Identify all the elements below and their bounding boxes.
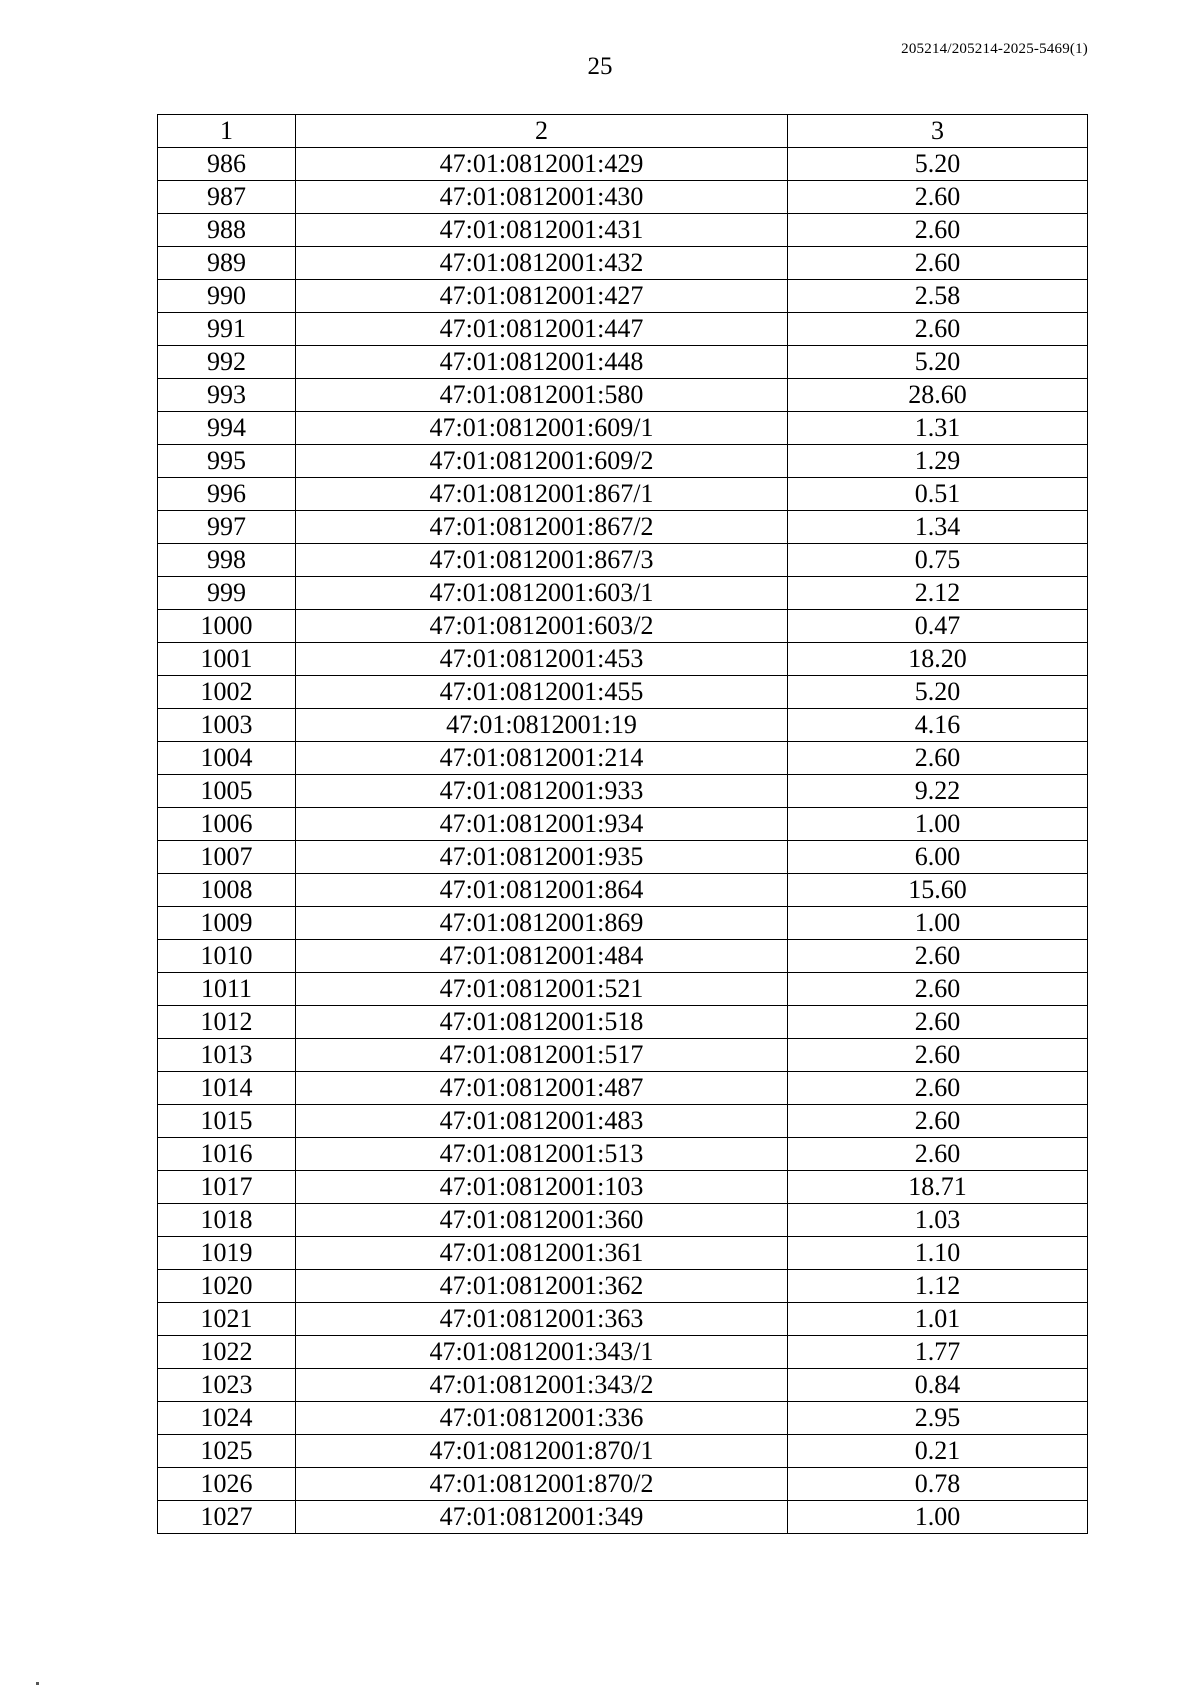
value-cell: 1.03 [788,1204,1088,1237]
row-number-cell: 1005 [158,775,296,808]
row-number-cell: 988 [158,214,296,247]
value-cell: 1.00 [788,1501,1088,1534]
value-cell: 2.60 [788,1006,1088,1039]
value-cell: 1.77 [788,1336,1088,1369]
cadastral-number-cell: 47:01:0812001:870/2 [296,1468,788,1501]
table-row [158,643,1088,676]
table-row [158,412,1088,445]
value-cell: 4.16 [788,709,1088,742]
value-cell: 18.20 [788,643,1088,676]
value-cell: 5.20 [788,676,1088,709]
column-header: 1 [158,115,296,148]
table-row [158,709,1088,742]
row-number-cell: 1008 [158,874,296,907]
row-number-cell: 992 [158,346,296,379]
value-cell: 1.34 [788,511,1088,544]
row-number-cell: 986 [158,148,296,181]
table-row [158,1204,1088,1237]
value-cell: 1.00 [788,808,1088,841]
row-number-cell: 1012 [158,1006,296,1039]
value-cell: 15.60 [788,874,1088,907]
value-cell: 18.71 [788,1171,1088,1204]
table-row [158,742,1088,775]
cadastral-number-cell: 47:01:0812001:429 [296,148,788,181]
row-number-cell: 994 [158,412,296,445]
row-number-cell: 991 [158,313,296,346]
row-number-cell: 1002 [158,676,296,709]
table-row [158,907,1088,940]
row-number-cell: 990 [158,280,296,313]
row-number-cell: 989 [158,247,296,280]
cadastral-number-cell: 47:01:0812001:336 [296,1402,788,1435]
cadastral-number-cell: 47:01:0812001:935 [296,841,788,874]
value-cell: 1.12 [788,1270,1088,1303]
value-cell: 0.51 [788,478,1088,511]
row-number-cell: 1015 [158,1105,296,1138]
cadastral-number-cell: 47:01:0812001:580 [296,379,788,412]
table-row [158,1468,1088,1501]
row-number-cell: 1017 [158,1171,296,1204]
value-cell: 2.60 [788,742,1088,775]
value-cell: 1.00 [788,907,1088,940]
table-row [158,1402,1088,1435]
column-header: 2 [296,115,788,148]
cadastral-number-cell: 47:01:0812001:518 [296,1006,788,1039]
table-row [158,1369,1088,1402]
row-number-cell: 1003 [158,709,296,742]
cadastral-number-cell: 47:01:0812001:453 [296,643,788,676]
table-body [158,115,1088,1534]
table-row [158,841,1088,874]
cadastral-number-cell: 47:01:0812001:933 [296,775,788,808]
cadastral-number-cell: 47:01:0812001:431 [296,214,788,247]
table-row [158,247,1088,280]
table-row [158,1336,1088,1369]
table-row [158,181,1088,214]
row-number-cell: 1007 [158,841,296,874]
cadastral-number-cell: 47:01:0812001:867/1 [296,478,788,511]
table-row [158,577,1088,610]
table-row [158,1303,1088,1336]
cadastral-number-cell: 47:01:0812001:343/1 [296,1336,788,1369]
table-row [158,676,1088,709]
table-row [158,379,1088,412]
row-number-cell: 998 [158,544,296,577]
cadastral-number-cell: 47:01:0812001:869 [296,907,788,940]
table-row [158,940,1088,973]
value-cell: 2.60 [788,247,1088,280]
cadastral-number-cell: 47:01:0812001:343/2 [296,1369,788,1402]
row-number-cell: 995 [158,445,296,478]
cadastral-number-cell: 47:01:0812001:487 [296,1072,788,1105]
value-cell: 1.01 [788,1303,1088,1336]
table-row [158,214,1088,247]
table-header-row [158,115,1088,148]
table-row [158,874,1088,907]
table-row [158,1501,1088,1534]
column-header: 3 [788,115,1088,148]
cadastral-number-cell: 47:01:0812001:603/2 [296,610,788,643]
cadastral-number-cell: 47:01:0812001:934 [296,808,788,841]
table-row [158,1171,1088,1204]
row-number-cell: 1025 [158,1435,296,1468]
table-row [158,478,1088,511]
table-row [158,280,1088,313]
table-row [158,1237,1088,1270]
table-row [158,1435,1088,1468]
row-number-cell: 1021 [158,1303,296,1336]
cadastral-number-cell: 47:01:0812001:521 [296,973,788,1006]
cadastral-number-cell: 47:01:0812001:448 [296,346,788,379]
table-row [158,808,1088,841]
row-number-cell: 1024 [158,1402,296,1435]
table-row [158,148,1088,181]
value-cell: 5.20 [788,148,1088,181]
row-number-cell: 1014 [158,1072,296,1105]
cadastral-number-cell: 47:01:0812001:513 [296,1138,788,1171]
value-cell: 1.10 [788,1237,1088,1270]
row-number-cell: 1023 [158,1369,296,1402]
value-cell: 9.22 [788,775,1088,808]
page-number: 25 [587,53,613,80]
value-cell: 2.60 [788,1105,1088,1138]
value-cell: 0.75 [788,544,1088,577]
value-cell: 28.60 [788,379,1088,412]
table-row [158,775,1088,808]
value-cell: 0.47 [788,610,1088,643]
row-number-cell: 987 [158,181,296,214]
value-cell: 2.60 [788,1138,1088,1171]
value-cell: 5.20 [788,346,1088,379]
table-row [158,313,1088,346]
table-row [158,1039,1088,1072]
value-cell: 1.31 [788,412,1088,445]
table-row [158,973,1088,1006]
row-number-cell: 1004 [158,742,296,775]
row-number-cell: 1027 [158,1501,296,1534]
cadastral-number-cell: 47:01:0812001:19 [296,709,788,742]
cadastral-number-cell: 47:01:0812001:609/2 [296,445,788,478]
row-number-cell: 1019 [158,1237,296,1270]
data-table [157,114,1088,1534]
cadastral-number-cell: 47:01:0812001:214 [296,742,788,775]
value-cell: 2.60 [788,973,1088,1006]
cadastral-number-cell: 47:01:0812001:483 [296,1105,788,1138]
value-cell: 2.60 [788,313,1088,346]
cadastral-number-cell: 47:01:0812001:362 [296,1270,788,1303]
value-cell: 2.60 [788,940,1088,973]
cadastral-number-cell: 47:01:0812001:103 [296,1171,788,1204]
table-row [158,1270,1088,1303]
row-number-cell: 1020 [158,1270,296,1303]
row-number-cell: 1010 [158,940,296,973]
document-id: 205214/205214-2025-5469(1) [901,41,1088,57]
row-number-cell: 1022 [158,1336,296,1369]
cadastral-number-cell: 47:01:0812001:447 [296,313,788,346]
cadastral-number-cell: 47:01:0812001:363 [296,1303,788,1336]
value-cell: 2.60 [788,1072,1088,1105]
cadastral-number-cell: 47:01:0812001:432 [296,247,788,280]
cadastral-number-cell: 47:01:0812001:517 [296,1039,788,1072]
cadastral-number-cell: 47:01:0812001:455 [296,676,788,709]
row-number-cell: 1009 [158,907,296,940]
row-number-cell: 1001 [158,643,296,676]
cadastral-number-cell: 47:01:0812001:864 [296,874,788,907]
row-number-cell: 1016 [158,1138,296,1171]
cadastral-number-cell: 47:01:0812001:870/1 [296,1435,788,1468]
table-row [158,1105,1088,1138]
value-cell: 2.60 [788,181,1088,214]
table-row [158,346,1088,379]
row-number-cell: 1018 [158,1204,296,1237]
table-row [158,1072,1088,1105]
value-cell: 2.12 [788,577,1088,610]
table-row [158,445,1088,478]
cadastral-number-cell: 47:01:0812001:427 [296,280,788,313]
row-number-cell: 999 [158,577,296,610]
table-row [158,511,1088,544]
cadastral-number-cell: 47:01:0812001:430 [296,181,788,214]
row-number-cell: 996 [158,478,296,511]
row-number-cell: 1000 [158,610,296,643]
value-cell: 0.84 [788,1369,1088,1402]
row-number-cell: 1026 [158,1468,296,1501]
row-number-cell: 997 [158,511,296,544]
cadastral-number-cell: 47:01:0812001:361 [296,1237,788,1270]
value-cell: 2.60 [788,1039,1088,1072]
value-cell: 6.00 [788,841,1088,874]
cadastral-number-cell: 47:01:0812001:603/1 [296,577,788,610]
row-number-cell: 1011 [158,973,296,1006]
scan-speck [36,1682,39,1685]
table-row [158,610,1088,643]
row-number-cell: 993 [158,379,296,412]
table-row [158,1138,1088,1171]
value-cell: 0.21 [788,1435,1088,1468]
cadastral-number-cell: 47:01:0812001:609/1 [296,412,788,445]
cadastral-number-cell: 47:01:0812001:360 [296,1204,788,1237]
cadastral-number-cell: 47:01:0812001:484 [296,940,788,973]
value-cell: 2.58 [788,280,1088,313]
value-cell: 2.95 [788,1402,1088,1435]
value-cell: 2.60 [788,214,1088,247]
row-number-cell: 1006 [158,808,296,841]
cadastral-number-cell: 47:01:0812001:867/2 [296,511,788,544]
row-number-cell: 1013 [158,1039,296,1072]
cadastral-number-cell: 47:01:0812001:867/3 [296,544,788,577]
table-row [158,544,1088,577]
cadastral-number-cell: 47:01:0812001:349 [296,1501,788,1534]
value-cell: 0.78 [788,1468,1088,1501]
table-row [158,1006,1088,1039]
value-cell: 1.29 [788,445,1088,478]
